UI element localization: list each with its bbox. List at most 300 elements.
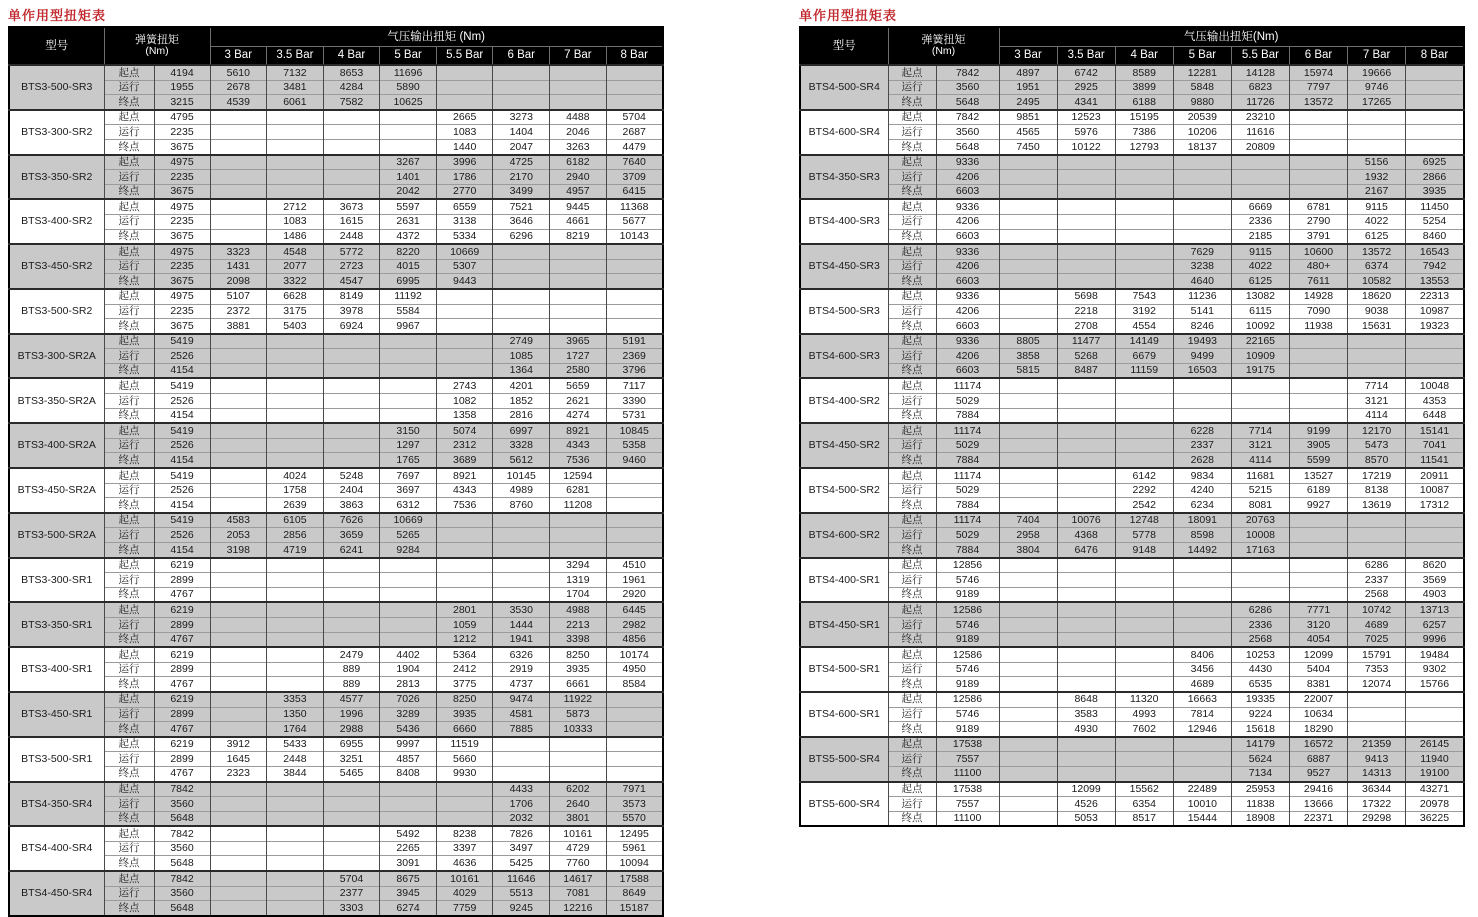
torque-value: 3996 (436, 155, 493, 170)
row-label: 终点 (888, 95, 936, 110)
torque-value (1406, 110, 1464, 125)
torque-value: 7640 (606, 155, 663, 170)
row-label: 起点 (888, 782, 936, 797)
torque-value: 4353 (1406, 394, 1464, 409)
torque-value: 10087 (1406, 483, 1464, 498)
torque-value (210, 423, 267, 438)
row-label: 起点 (104, 423, 154, 438)
row-label: 终点 (104, 274, 154, 289)
torque-value (1348, 543, 1406, 558)
torque-value: 2568 (1231, 632, 1289, 647)
torque-value: 8649 (606, 886, 663, 901)
model-name: BTS3-450-SR2 (9, 244, 104, 289)
torque-value (210, 662, 267, 677)
row-label: 终点 (104, 543, 154, 558)
torque-value (493, 274, 550, 289)
torque-value: 7134 (1231, 766, 1289, 781)
torque-value: 2495 (999, 95, 1057, 110)
torque-value: 8250 (550, 647, 607, 662)
torque-value: 9302 (1406, 662, 1464, 677)
torque-value (1057, 468, 1115, 483)
torque-value: 1431 (210, 259, 267, 274)
torque-value (436, 289, 493, 304)
row-label: 终点 (888, 543, 936, 558)
torque-value (550, 244, 607, 259)
torque-value: 3709 (606, 170, 663, 185)
torque-value: 9930 (436, 766, 493, 781)
torque-value: 19484 (1406, 647, 1464, 662)
row-label: 终点 (104, 453, 154, 468)
torque-value: 10122 (1057, 139, 1115, 154)
torque-value (1115, 752, 1173, 767)
torque-value (550, 513, 607, 528)
spring-torque-value: 2899 (154, 573, 210, 588)
torque-value (1115, 408, 1173, 423)
torque-value: 4368 (1057, 528, 1115, 543)
row-label: 终点 (888, 722, 936, 737)
torque-value (323, 334, 380, 349)
torque-value: 9499 (1173, 349, 1231, 364)
torque-value (267, 826, 324, 841)
header-bar: 5.5 Bar (1231, 47, 1289, 66)
model-name: BTS3-350-SR1 (9, 602, 104, 647)
table-row (9, 155, 663, 170)
torque-value: 23210 (1231, 110, 1289, 125)
row-label: 运行 (104, 259, 154, 274)
row-label: 终点 (888, 363, 936, 378)
torque-value (210, 707, 267, 722)
table-row (9, 334, 663, 349)
torque-value (323, 184, 380, 199)
spring-torque-value: 4206 (936, 170, 999, 185)
torque-value (606, 259, 663, 274)
table-row (9, 766, 663, 781)
torque-value: 3905 (1289, 438, 1347, 453)
torque-value: 20978 (1406, 797, 1464, 812)
torque-value (1348, 125, 1406, 140)
table-row (9, 543, 663, 558)
torque-value (606, 722, 663, 737)
torque-value (323, 811, 380, 826)
row-label: 起点 (888, 468, 936, 483)
table-row (9, 722, 663, 737)
table-row (9, 558, 663, 573)
table-row (9, 319, 663, 334)
table-row (800, 304, 1464, 319)
torque-value: 8517 (1115, 811, 1173, 826)
torque-value: 9474 (493, 692, 550, 707)
torque-value: 4341 (1057, 95, 1115, 110)
torque-value (210, 214, 267, 229)
torque-value: 4022 (1231, 259, 1289, 274)
torque-value: 12523 (1057, 110, 1115, 125)
torque-value (1289, 334, 1347, 349)
torque-value (210, 349, 267, 364)
torque-value: 5107 (210, 289, 267, 304)
torque-value (1289, 513, 1347, 528)
torque-value: 1401 (380, 170, 437, 185)
torque-value: 2337 (1348, 573, 1406, 588)
torque-value (999, 468, 1057, 483)
torque-value: 4689 (1348, 617, 1406, 632)
torque-value: 3175 (267, 304, 324, 319)
row-label: 运行 (888, 214, 936, 229)
torque-value (380, 139, 437, 154)
torque-value: 10048 (1406, 378, 1464, 393)
row-label: 终点 (888, 677, 936, 692)
torque-value (267, 782, 324, 797)
torque-value (210, 782, 267, 797)
torque-value (210, 722, 267, 737)
torque-value (210, 110, 267, 125)
spring-torque-value: 9189 (936, 677, 999, 692)
torque-value (999, 378, 1057, 393)
model-name: BTS4-600-SR2 (800, 513, 888, 558)
torque-value: 889 (323, 677, 380, 692)
torque-value: 8653 (323, 65, 380, 80)
torque-value: 7090 (1289, 304, 1347, 319)
torque-value: 4240 (1173, 483, 1231, 498)
torque-value: 15974 (1289, 65, 1347, 80)
torque-value (380, 811, 437, 826)
row-label: 起点 (104, 289, 154, 304)
torque-value: 4583 (210, 513, 267, 528)
torque-value (267, 811, 324, 826)
torque-value: 9996 (1406, 632, 1464, 647)
header-bar: 8 Bar (606, 47, 663, 66)
torque-value (267, 408, 324, 423)
torque-value: 9284 (380, 543, 437, 558)
torque-value (380, 782, 437, 797)
row-label: 运行 (888, 304, 936, 319)
spring-torque-value: 12856 (936, 558, 999, 573)
torque-value: 6189 (1289, 483, 1347, 498)
torque-value: 3390 (606, 394, 663, 409)
table-row (9, 856, 663, 871)
model-name: BTS4-400-SR1 (800, 558, 888, 603)
torque-value: 1364 (493, 363, 550, 378)
torque-value: 5156 (1348, 155, 1406, 170)
torque-value (1115, 677, 1173, 692)
torque-value: 8460 (1406, 229, 1464, 244)
torque-value (493, 737, 550, 752)
spring-torque-value: 2526 (154, 394, 210, 409)
torque-value: 5404 (1289, 662, 1347, 677)
torque-value: 11838 (1231, 797, 1289, 812)
table-row (800, 453, 1464, 468)
torque-value (210, 438, 267, 453)
spring-torque-value: 6219 (154, 692, 210, 707)
torque-value (1406, 65, 1464, 80)
torque-value (267, 423, 324, 438)
model-name: BTS4-450-SR4 (9, 871, 104, 916)
table-row (9, 632, 663, 647)
model-name: BTS4-600-SR3 (800, 334, 888, 379)
torque-value: 4903 (1406, 587, 1464, 602)
spring-torque-value: 12586 (936, 692, 999, 707)
spring-torque-value: 3675 (154, 274, 210, 289)
torque-value: 3267 (380, 155, 437, 170)
table-row (9, 453, 663, 468)
torque-value: 7026 (380, 692, 437, 707)
torque-value: 4729 (550, 841, 607, 856)
torque-value (436, 587, 493, 602)
torque-value (267, 632, 324, 647)
torque-value: 4554 (1115, 319, 1173, 334)
table-row (800, 782, 1464, 797)
torque-value: 1941 (493, 632, 550, 647)
table-row (9, 139, 663, 154)
table-row (800, 662, 1464, 677)
table-body (800, 65, 1464, 826)
row-label: 终点 (104, 766, 154, 781)
torque-value (380, 573, 437, 588)
table-row (9, 468, 663, 483)
torque-value (210, 170, 267, 185)
model-name: BTS3-450-SR2A (9, 468, 104, 513)
torque-value: 7025 (1348, 632, 1406, 647)
torque-value: 2866 (1406, 170, 1464, 185)
table-row (9, 677, 663, 692)
torque-value (1115, 587, 1173, 602)
torque-value: 15195 (1115, 110, 1173, 125)
table-row (9, 229, 663, 244)
torque-value (1115, 617, 1173, 632)
torque-value (210, 632, 267, 647)
torque-value (1173, 587, 1231, 602)
header-bar: 6 Bar (1289, 47, 1347, 66)
torque-value (999, 617, 1057, 632)
torque-value: 2479 (323, 647, 380, 662)
torque-value: 2542 (1115, 498, 1173, 513)
torque-value (1231, 378, 1289, 393)
torque-value (210, 334, 267, 349)
spring-torque-value: 6603 (936, 229, 999, 244)
torque-value (1348, 110, 1406, 125)
torque-value: 2920 (606, 587, 663, 602)
torque-value (436, 797, 493, 812)
torque-value (323, 125, 380, 140)
torque-value (1173, 170, 1231, 185)
torque-value: 6286 (1231, 602, 1289, 617)
torque-value: 12074 (1348, 677, 1406, 692)
torque-value: 5772 (323, 244, 380, 259)
spring-torque-value: 11174 (936, 468, 999, 483)
torque-value (1173, 558, 1231, 573)
torque-value: 5890 (380, 80, 437, 95)
torque-value: 5848 (1173, 80, 1231, 95)
torque-value (999, 662, 1057, 677)
torque-value: 6296 (493, 229, 550, 244)
torque-value: 11681 (1231, 468, 1289, 483)
spring-torque-value: 7842 (154, 782, 210, 797)
torque-value (210, 573, 267, 588)
row-label: 运行 (104, 797, 154, 812)
torque-value: 5053 (1057, 811, 1115, 826)
spring-torque-value: 4154 (154, 453, 210, 468)
torque-value (380, 110, 437, 125)
torque-value: 12748 (1115, 513, 1173, 528)
torque-value: 11192 (380, 289, 437, 304)
model-name: BTS4-450-SR3 (800, 244, 888, 289)
spring-torque-value: 9336 (936, 244, 999, 259)
torque-value: 8408 (380, 766, 437, 781)
torque-value: 8675 (380, 871, 437, 886)
torque-value (1173, 155, 1231, 170)
header-bar: 4 Bar (323, 47, 380, 66)
torque-value: 2046 (550, 125, 607, 140)
model-name: BTS4-400-SR4 (9, 826, 104, 871)
torque-value (323, 602, 380, 617)
row-label: 起点 (888, 244, 936, 259)
spring-torque-value: 3675 (154, 319, 210, 334)
torque-value: 3456 (1173, 662, 1231, 677)
torque-value (210, 826, 267, 841)
torque-value (1057, 617, 1115, 632)
row-label: 起点 (104, 378, 154, 393)
spring-torque-value: 5648 (154, 856, 210, 871)
row-label: 起点 (104, 244, 154, 259)
torque-value (999, 244, 1057, 259)
torque-value (1173, 199, 1231, 214)
spring-torque-value: 2899 (154, 662, 210, 677)
torque-value: 3863 (323, 498, 380, 513)
table-row (9, 602, 663, 617)
torque-value: 10669 (436, 244, 493, 259)
torque-value (267, 558, 324, 573)
table-row (9, 259, 663, 274)
torque-value: 5465 (323, 766, 380, 781)
torque-value (267, 139, 324, 154)
torque-value (1115, 229, 1173, 244)
torque-value: 3397 (436, 841, 493, 856)
torque-value: 3289 (380, 707, 437, 722)
torque-value: 4114 (1348, 408, 1406, 423)
torque-value (1173, 573, 1231, 588)
torque-value: 1706 (493, 797, 550, 812)
torque-value: 22007 (1289, 692, 1347, 707)
torque-value: 3322 (267, 274, 324, 289)
torque-value (1406, 722, 1464, 737)
spring-torque-value: 7842 (154, 826, 210, 841)
torque-value: 5612 (493, 453, 550, 468)
torque-value: 12946 (1173, 722, 1231, 737)
table-row (800, 677, 1464, 692)
model-name: BTS3-450-SR1 (9, 692, 104, 737)
row-label: 终点 (888, 498, 936, 513)
torque-value: 17265 (1348, 95, 1406, 110)
row-label: 运行 (104, 80, 154, 95)
row-label: 起点 (888, 155, 936, 170)
row-label: 终点 (888, 811, 936, 826)
row-label: 终点 (104, 901, 154, 916)
torque-value: 4957 (550, 184, 607, 199)
torque-value (1057, 214, 1115, 229)
table-row (9, 170, 663, 185)
header-spring-torque (888, 27, 999, 65)
row-label: 运行 (888, 170, 936, 185)
torque-value (1406, 334, 1464, 349)
header-bar: 3 Bar (999, 47, 1057, 66)
torque-value: 6354 (1115, 797, 1173, 812)
torque-value (436, 573, 493, 588)
torque-value (1057, 155, 1115, 170)
torque-value (436, 334, 493, 349)
torque-value: 9834 (1173, 468, 1231, 483)
torque-value (1231, 394, 1289, 409)
torque-value (1173, 632, 1231, 647)
torque-value (1289, 378, 1347, 393)
table-row (9, 647, 663, 662)
torque-value (267, 677, 324, 692)
model-name: BTS3-400-SR1 (9, 647, 104, 692)
table-row (800, 289, 1464, 304)
torque-value: 10161 (550, 826, 607, 841)
torque-value: 4547 (323, 274, 380, 289)
torque-value: 5307 (436, 259, 493, 274)
torque-value: 2678 (210, 80, 267, 95)
torque-value: 2640 (550, 797, 607, 812)
torque-value (1289, 543, 1347, 558)
torque-value: 18091 (1173, 513, 1231, 528)
torque-value (1057, 587, 1115, 602)
torque-value (606, 319, 663, 334)
table-row (800, 319, 1464, 334)
spring-torque-value: 4975 (154, 289, 210, 304)
table-row (9, 871, 663, 886)
torque-value: 12495 (606, 826, 663, 841)
spring-torque-value: 5029 (936, 528, 999, 543)
table-row (800, 170, 1464, 185)
torque-value (267, 378, 324, 393)
table-row (800, 468, 1464, 483)
header-spring-unit: (Nm) (931, 45, 956, 58)
torque-value: 12099 (1057, 782, 1115, 797)
torque-value (210, 677, 267, 692)
torque-value (493, 766, 550, 781)
spring-torque-value: 12586 (936, 647, 999, 662)
table-row (800, 513, 1464, 528)
torque-value (323, 394, 380, 409)
row-label: 运行 (104, 617, 154, 632)
torque-value: 22313 (1406, 289, 1464, 304)
torque-value (210, 184, 267, 199)
torque-value: 10600 (1289, 244, 1347, 259)
torque-value: 6142 (1115, 468, 1173, 483)
torque-value: 9199 (1289, 423, 1347, 438)
torque-value (1057, 274, 1115, 289)
torque-value (1348, 334, 1406, 349)
torque-value: 3935 (436, 707, 493, 722)
torque-value: 7117 (606, 378, 663, 393)
torque-value (999, 199, 1057, 214)
spring-torque-value: 4194 (154, 65, 210, 80)
torque-value: 18290 (1289, 722, 1347, 737)
torque-value: 9967 (380, 319, 437, 334)
torque-value: 1212 (436, 632, 493, 647)
torque-value: 20539 (1173, 110, 1231, 125)
row-label: 起点 (888, 558, 936, 573)
torque-value: 11541 (1406, 453, 1464, 468)
torque-value: 7771 (1289, 602, 1347, 617)
torque-value: 4274 (550, 408, 607, 423)
torque-value: 19666 (1348, 65, 1406, 80)
torque-value (493, 543, 550, 558)
torque-value: 9851 (999, 110, 1057, 125)
torque-value: 9927 (1289, 498, 1347, 513)
torque-value: 12281 (1173, 65, 1231, 80)
torque-value: 6125 (1231, 274, 1289, 289)
